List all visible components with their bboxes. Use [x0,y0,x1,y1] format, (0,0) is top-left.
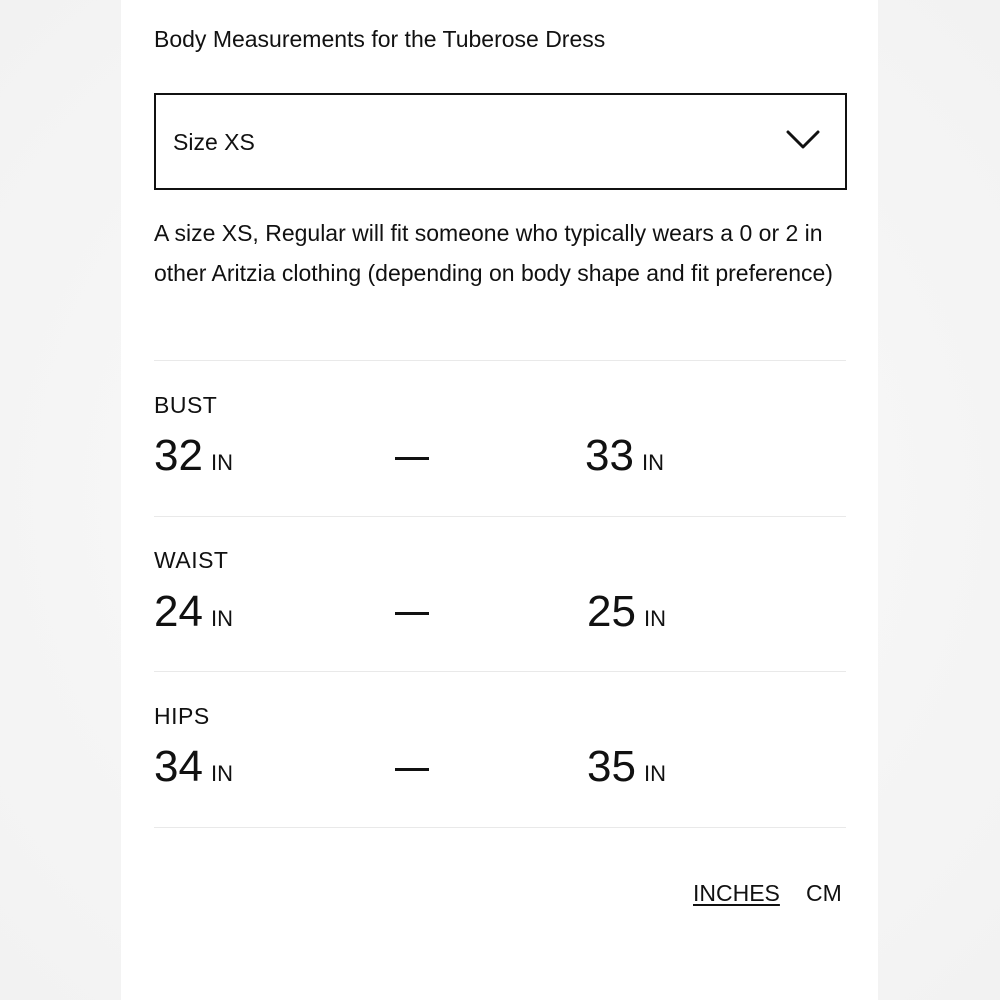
range-dash [395,768,429,771]
measurement-unit: IN [210,450,233,475]
measurement-label: BUST [154,392,218,418]
size-select-dropdown[interactable] [154,93,847,190]
size-select-value: Size XS [173,129,255,155]
measurement-max-number: 35 [587,742,636,791]
page-title: Body Measurements for the Tuberose Dress [154,26,606,52]
measurement-max [587,742,666,792]
measurement-unit: IN [643,606,666,631]
measurement-min-number: 34 [154,742,203,791]
unit-toggle-cm[interactable]: CM [806,880,842,906]
measurement-min [154,742,233,792]
fit-description: A size XS, Regular will fit someone who typically wears a 0 or 2 in other Aritzia clothing (depending on body shape and fit preference) [154,220,833,286]
measurement-max [585,431,664,481]
measurement-min-number: 24 [154,587,203,636]
measurement-unit: IN [643,761,666,786]
measurement-unit: IN [641,450,664,475]
divider [154,516,846,517]
measurement-max [587,587,666,637]
divider [154,360,846,361]
measurement-unit: IN [210,606,233,631]
measurement-label: HIPS [154,703,210,729]
range-dash [395,457,429,460]
measurement-max-number: 25 [587,587,636,636]
divider [154,827,846,828]
chevron-down-icon [786,129,820,151]
unit-toggle-inches[interactable]: INCHES [693,880,780,906]
measurement-max-number: 33 [585,431,634,480]
measurement-label: WAIST [154,547,229,573]
divider [154,671,846,672]
measurement-min [154,431,233,481]
measurement-min-number: 32 [154,431,203,480]
measurement-min [154,587,233,637]
range-dash [395,612,429,615]
measurement-unit: IN [210,761,233,786]
